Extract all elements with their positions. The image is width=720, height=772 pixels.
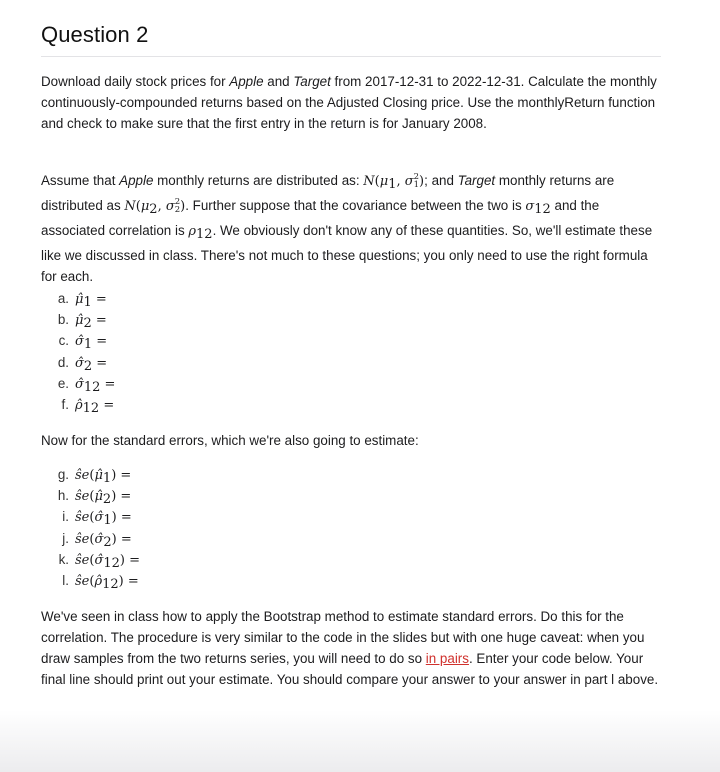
estimates-list [47, 288, 115, 415]
item-label: c. [58, 333, 69, 349]
item-label: h. [57, 488, 69, 504]
item-label: a. [57, 291, 69, 306]
item-label: j. [62, 530, 69, 546]
item-label: l. [62, 572, 69, 588]
assumption-paragraph: Assume that Apple monthly returns are distributed as: $N(\mu_1$, σ 2 1 ); and Target monthly returns are distributed as $N(\mu_2$, σ 2 2 ). Further suppose that the covariance between the two is $\sigma_{12}$ and the associated correlation is $\rho_{12}$. We obviously don't know any of these quantities. So, we'll estimate these like we discussed in class. There's not much to these questions; you only need to use the right formula for each. [41, 172, 653, 284]
intro-paragraph: Download daily stock prices for Apple and Target from 2017-12-31 to 2022-12-31. Calculate the monthly continuously-compounded returns based on the Adjusted Closing price. Use the monthlyReturn function and check to make sure that the first entry in the return is for January 2008. [41, 74, 657, 131]
item-label: b. [57, 312, 69, 328]
item-label: k. [58, 551, 69, 567]
item-label: f. [61, 396, 69, 412]
std-error-item: j. $ŝe(\sigmâ_2)$ = [47, 528, 140, 549]
item-label: d. [57, 354, 69, 370]
std-error-item: l. $ŝe(\rhô_{12})$ = [47, 570, 140, 591]
estimate-item: b. $\mû_2$ = [47, 309, 115, 330]
std-error-item: k. $ŝe(\sigmâ_{12})$ = [47, 549, 140, 570]
estimate-item: a. $\mû_1$ = [47, 288, 115, 309]
item-label: g. [57, 467, 69, 482]
std-errors-intro: Now for the standard errors, which we're also going to estimate: [41, 433, 419, 448]
std-errors-list [47, 464, 140, 591]
estimate-item: c. $\sigmâ_1$ = [47, 330, 115, 351]
estimate-item: f. $\rhô_{12}$ = [47, 394, 115, 415]
std-error-item: g. $ŝe(\mû_1)$ = [47, 464, 140, 485]
item-label: e. [57, 375, 69, 391]
estimate-item: e. $\sigmâ_{12}$ = [47, 373, 115, 394]
title-divider [41, 56, 661, 57]
item-label: i. [62, 509, 69, 525]
in-pairs-link[interactable]: in pairs [425, 651, 469, 666]
page-title: Question 2 [41, 22, 149, 47]
estimate-item: d. $\sigmâ_2$ = [47, 352, 115, 373]
std-error-item: h. $ŝe(\mû_2)$ = [47, 485, 140, 506]
bootstrap-paragraph: We've seen in class how to apply the Bootstrap method to estimate standard errors. Do this for the correlation. The procedure is very similar to the code in the slides but with one huge caveat: when you draw samples from the two returns series, you will need to do so in pairs. Enter your code below. Your final line should print out your estimate. You should compare your answer to your answer in part l above. [41, 609, 659, 687]
bottom-fade [0, 710, 720, 772]
std-error-item: i. $ŝe(\sigmâ_1)$ = [47, 506, 140, 527]
